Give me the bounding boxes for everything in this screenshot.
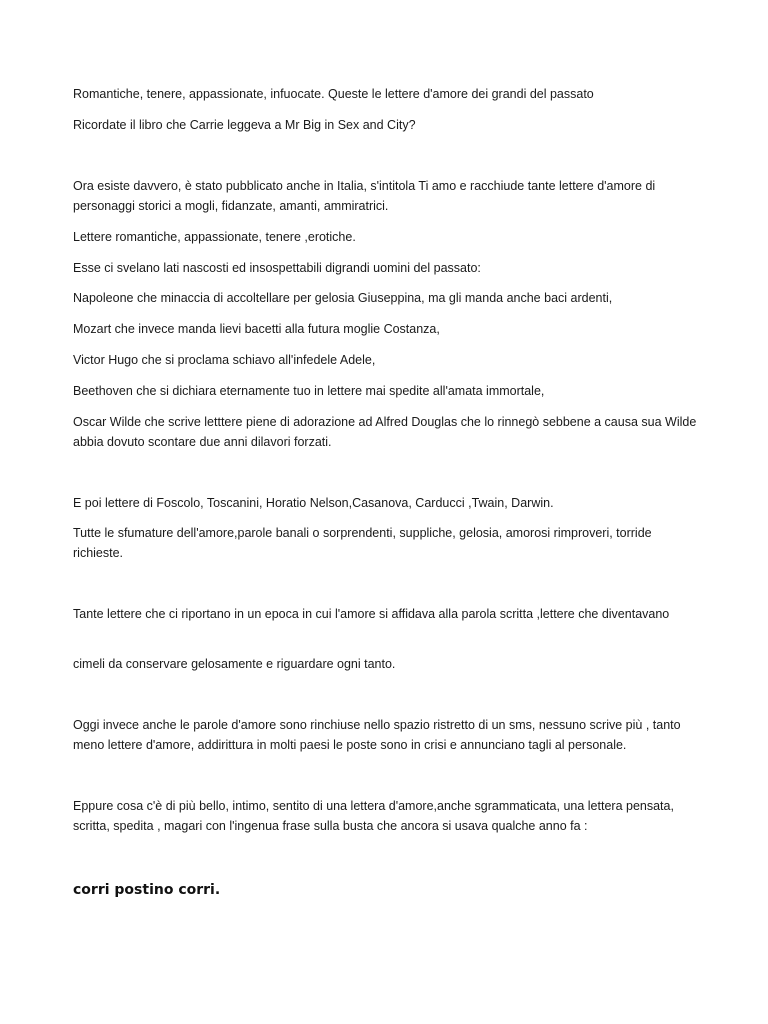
- paragraph-mozart: Mozart che invece manda lievi bacetti alla futura moglie Costanza,: [73, 322, 440, 336]
- paragraph-love-letter: Eppure cosa c'è di più bello, intimo, sentito di una lettera d'amore,anche sgrammaticata, una lettera pensata, scritta, spedita , magari con l'ingenua frase sulla busta che ancora si usava qualche anno fa :: [73, 799, 674, 833]
- closing-line: corri postino corri.: [73, 882, 221, 898]
- paragraph-written-word: Tante lettere che ci riportano in un epoca in cui l'amore si affidava alla parola scritta ,lettere che diventavano: [73, 607, 670, 621]
- paragraph-carrie-question: Ricordate il libro che Carrie leggeva a Mr Big in Sex and City?: [73, 118, 416, 132]
- paragraph-other-authors: E poi lettere di Foscolo, Toscanini, Horatio Nelson,Casanova, Carducci ,Twain, Darwin.: [73, 496, 554, 510]
- paragraph-letter-types: Lettere romantiche, appassionate, tenere ,erotiche.: [73, 230, 356, 244]
- paragraph-beethoven: Beethoven che si dichiara eternamente tuo in lettere mai spedite all'amata immortale,: [73, 384, 545, 398]
- paragraph-victor-hugo: Victor Hugo che si proclama schiavo all'infedele Adele,: [73, 353, 376, 367]
- paragraph-sms: Oggi invece anche le parole d'amore sono rinchiuse nello spazio ristretto di un sms, nessuno scrive più , tanto meno lettere d'amore, addirittura in molti paesi le poste sono in crisi e annunciano tagli al personale.: [73, 718, 681, 752]
- paragraph-oscar-wilde: Oscar Wilde che scrive letttere piene di adorazione ad Alfred Douglas che lo rinnegò sebbene a causa sua Wilde abbia dovuto scontare due anni dilavori forzati.: [73, 415, 697, 449]
- paragraph-nuances: Tutte le sfumature dell'amore,parole banali o sorprendenti, suppliche, gelosia, amorosi rimproveri, torride richieste.: [73, 526, 652, 560]
- paragraph-hidden-sides: Esse ci svelano lati nascosti ed insospettabili digrandi uomini del passato:: [73, 261, 481, 275]
- paragraph-intro: Romantiche, tenere, appassionate, infuocate. Queste le lettere d'amore dei grandi del passato: [73, 87, 594, 101]
- paragraph-keepsakes: cimeli da conservare gelosamente e riguardare ogni tanto.: [73, 657, 396, 671]
- paragraph-publication: Ora esiste davvero, è stato pubblicato anche in Italia, s'intitola Ti amo e racchiude tante lettere d'amore di personaggi storici a mogli, fidanzate, amanti, ammiratrici.: [73, 179, 656, 213]
- paragraph-napoleone: Napoleone che minaccia di accoltellare per gelosia Giuseppina, ma gli manda anche baci ardenti,: [73, 291, 613, 305]
